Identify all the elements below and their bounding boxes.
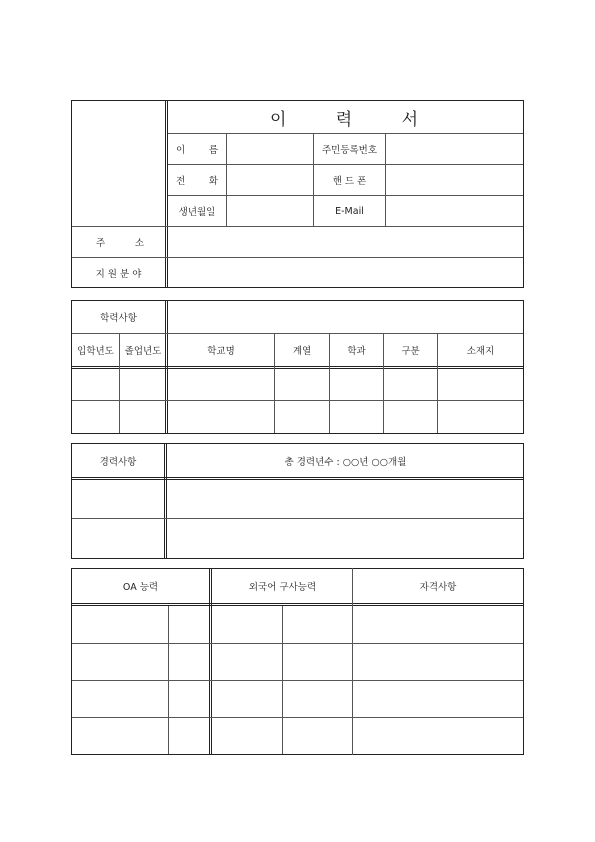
language-skill-label: 외국어 구사능력 [248,582,317,593]
photo-cell[interactable] [72,101,165,226]
address-field[interactable] [169,227,523,257]
email-label: E-Mail [335,205,364,217]
title-char-3: 서 [401,109,420,130]
license-label: 자격사항 [419,582,457,593]
phone-label [176,165,218,195]
education-header-type: 구분 [401,346,420,357]
address-label-char-1: 주 [96,238,106,249]
oa-skill-label: OA 능력 [122,582,159,593]
title-char-2: 력 [335,109,355,130]
education-section-label: 학력사항 [100,313,137,324]
education-header-track: 계열 [292,346,312,357]
title-char-1: 이 [270,109,289,130]
photo-divider [165,100,168,288]
address-label [96,227,144,257]
education-header-location: 소재지 [466,346,495,357]
career-section-label: 경력사항 [99,456,137,468]
email-field[interactable] [386,196,523,226]
mobile-field[interactable] [386,165,523,195]
education-header-major: 학과 [347,346,366,357]
resident-no-label: 주민등록번호 [321,145,378,156]
address-label-char-2: 소 [134,238,144,249]
name-label-char-1: 이 [176,145,186,156]
education-header-entry-year: 입학년도 [77,346,114,357]
phone-label-char-1: 전 [176,176,186,187]
birth-label: 생년월일 [178,207,216,218]
education-header-grad-year: 졸업년도 [124,346,162,357]
mobile-label: 핸 드 폰 [332,176,367,187]
field-field[interactable] [169,258,523,287]
phone-label-char-2: 화 [208,176,218,187]
birth-field[interactable] [227,196,313,226]
resident-no-field[interactable] [386,134,523,164]
name-label [176,134,218,164]
name-label-char-2: 름 [208,145,218,156]
page-title [270,104,420,130]
field-label: 지 원 분 야 [95,268,142,280]
name-field[interactable] [227,134,313,164]
education-header-school: 학교명 [207,346,235,357]
career-total-years: 총 경력년수 : ○○년 ○○개월 [284,456,407,468]
phone-field[interactable] [227,165,313,195]
